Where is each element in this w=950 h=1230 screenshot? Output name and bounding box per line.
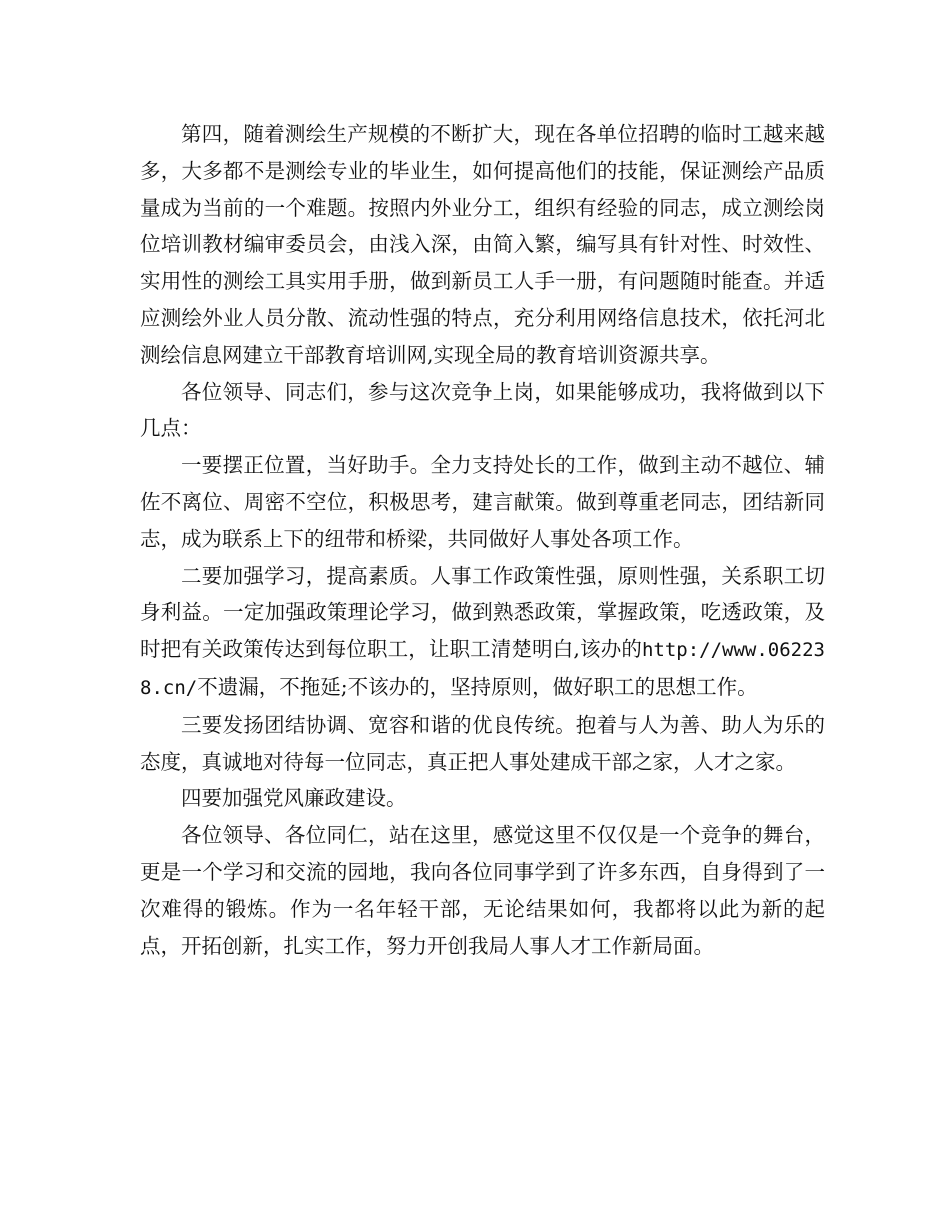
paragraph-closing: 各位领导、各位同仁，站在这里，感觉这里不仅仅是一个竞争的舞台，更是一个学习和交流的园地，我向各位同事学到了许多东西，自身得到了一次难得的锻炼。作为一名年轻干部，无论结果如何，我都将以此为新的起点，开拓创新，扎实工作，努力开创我局人事人才工作新局面。 — [140, 823, 825, 958]
document-body — [140, 116, 825, 964]
paragraph-point-two-text-end: 不遗漏，不拖延;不该办的，坚持原则，做好职工的思想工作。 — [197, 674, 758, 699]
paragraph-point-two — [140, 558, 825, 707]
paragraph-point-two-text: 二要加强学习，提高素质。人事工作政策性强，原则性强，关系职工切身利益。一定加强政策理论学习，做到熟悉政策，掌握政策，吃透政策，及时把有关政策传达到每位职工，让职工清楚明白,该办的 — [140, 563, 825, 662]
paragraph-surveying-training: 第四，随着测绘生产规模的不断扩大，现在各单位招聘的临时工越来越多，大多都不是测绘专业的毕业生，如何提高他们的技能，保证测绘产品质量成为当前的一个难题。按照内外业分工，组织有经验的同志，成立测绘岗位培训教材编审委员会，由浅入深，由简入繁，编写具有针对性、时效性、实用性的测绘工具实用手册，做到新员工人手一册，有问题随时能查。并适应测绘外业人员分散、流动性强的特点，充分利用网络信息技术，依托河北测绘信息网建立干部教育培训网,实现全局的教育培训资源共享。 — [140, 122, 825, 367]
embedded-url-text: http://www.062238.cn/ — [140, 639, 825, 699]
paragraph-point-one: 一要摆正位置，当好助手。全力支持处长的工作，做到主动不越位、辅佐不离位、周密不空位，积极思考，建言献策。做到尊重老同志，团结新同志，成为联系上下的纽带和桥梁，共同做好人事处各项工作。 — [140, 453, 825, 551]
paragraph-point-four: 四要加强党风廉政建设。 — [181, 786, 407, 811]
paragraph-point-three: 三要发扬团结协调、宽容和谐的优良传统。抱着与人为善、助人为乐的态度，真诚地对待每一位同志，真正把人事处建成干部之家，人才之家。 — [140, 712, 825, 774]
paragraph-commitment-intro: 各位领导、同志们，参与这次竞争上岗，如果能够成功，我将做到以下几点： — [140, 379, 825, 441]
